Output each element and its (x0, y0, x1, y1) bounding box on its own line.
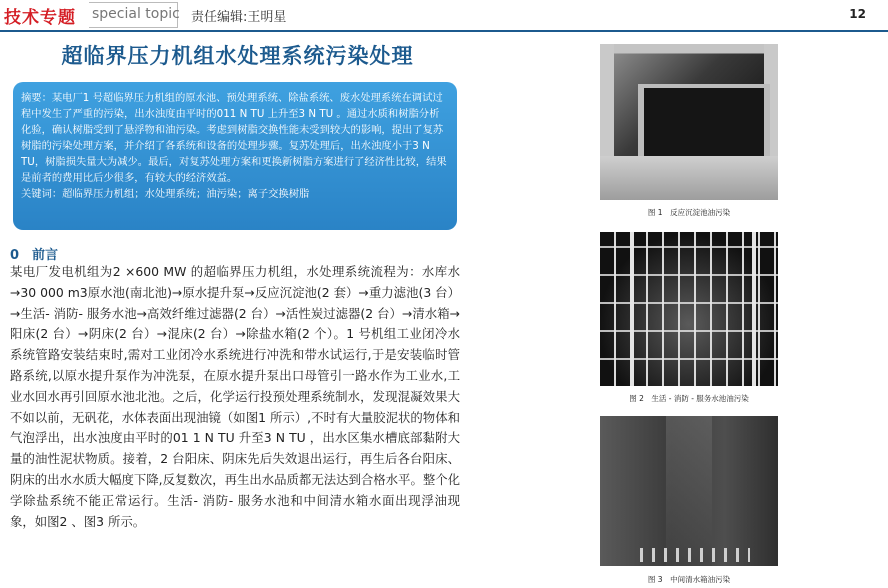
body-paragraph: 某电厂发电机组为2 ×600 MW 的超临界压力机组，水处理系统流程为：水库水→30 000 m3原水池(南北池)→原水提升泵→反应沉淀池(2 套）→重力滤池(3 台）→生活- 消防- 服务水池→高效纤维过滤器(2 台）→活性炭过滤器(2 台）→清水箱→阳床(2 台）→阴床(2 台）→混床(2 台）→除盐水箱(2 个）。1 号机组工业闭冷水系统管路安装结束时,需对工业闭冷水系统进行冲洗和带水试运行,于是安装临时管路系统,以原水提升泵作为冲洗泵，在原水提升泵出口母管引一路水作为工业水,工业水回水再引回原水池北池。之后，化学运行投预处理系统制水，发现混凝效果大不如以前，无矾花，水体表面出现油镜（如图1 所示）,不时有大量胶泥状的物体和气泡浮出，出水浊度由平时的01 1 N TU 升至3 N TU ，出水区集水槽底部黏附大量的油性泥状物质。接着，2 台阳床、阴床先后失效退出运行，再生后各台阳床、阴床的出水水质大幅度下降,反复数次，再生出水品质都无法达到合格水平。整个化学除盐系统不能正常运行。生活- 消防- 服务水池和中间清水箱水面出现浮油现象，如图2 、图3 所示。 (10, 264, 461, 529)
figure-2-caption: 图 2 生活 - 消防 - 服务水池油污染 (629, 394, 749, 403)
page-number: 12 (849, 7, 866, 21)
article-title: 超临界压力机组水处理系统污染处理 (61, 44, 414, 68)
editor-credit: 责任编辑:王明星 (191, 10, 287, 25)
page-header (0, 0, 888, 30)
header-rule (0, 30, 888, 32)
figure-3-caption: 图 3 中间清水箱油污染 (647, 575, 731, 584)
keywords: 关键词：超临界压力机组；水处理系统；油污染；离子交换树脂 (21, 188, 310, 200)
figure-3-image (600, 416, 778, 566)
column-subtitle: special topic (92, 6, 180, 22)
section-heading: 0 前言 (10, 248, 59, 263)
figure-2-image (600, 232, 778, 386)
figure-1-caption: 图 1 反应沉淀池油污染 (647, 208, 731, 217)
abstract-text: 摘要：某电厂1 号超临界压力机组的原水池、预处理系统、除盐系统、废水处理系统在调试过程中发生了严重的污染，出水浊度由平时的011 N TU 上升至3 N TU 。通过水质和树脂分析化验，确认树脂受到了悬浮物和油污染。考虑到树脂交换性能未受到较大的影响，提出了复苏树脂的污染处理方案，并介绍了各系统和设备的处理步骤。复苏处理后，出水浊度小于3 N TU，树脂损失量大为减少。最后，对复苏处理方案和更换新树脂方案进行了经济性比较，结果是前者的费用比后少很多，有较大的经济效益。 (21, 92, 447, 184)
figure-1-image (600, 44, 778, 200)
column-brand: 技术专题 (4, 8, 76, 28)
abstract-box (13, 82, 457, 230)
